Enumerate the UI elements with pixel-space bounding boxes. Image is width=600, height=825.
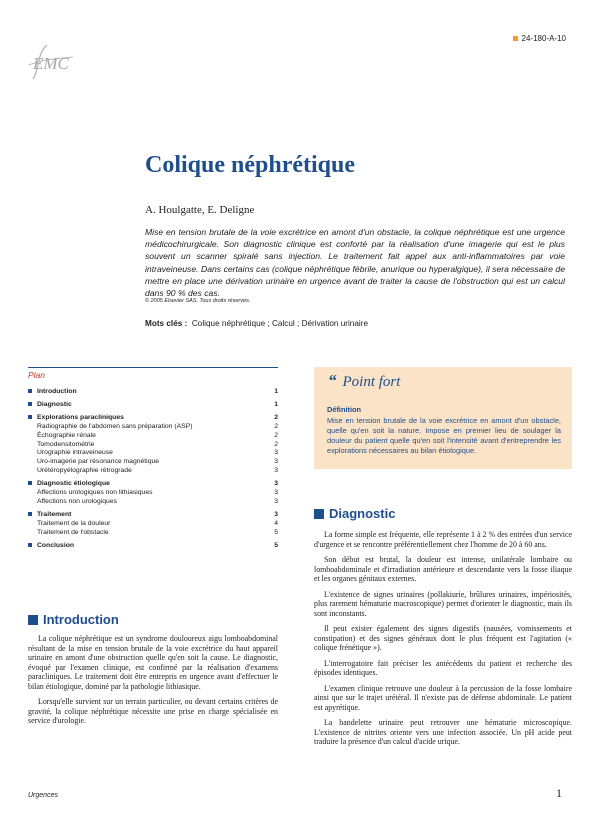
plan-item-page: 4 xyxy=(274,519,278,527)
plan-item-page: 1 xyxy=(274,388,278,395)
keywords-list: Colique néphrétique ; Calcul ; Dérivation urinaire xyxy=(191,319,369,328)
plan-item-label: Affections non urologiques xyxy=(37,497,117,505)
plan-item xyxy=(28,520,278,529)
plan-item xyxy=(28,432,278,441)
keywords xyxy=(145,319,368,328)
point-fort-text: Mise en tension brutale de la voie excrétrice en amont d'un obstacle, quelle qu'en soit la nature. Impose en premier lieu de soulager la douleur du patient quelle qu'en soit l'intensité avant d'entreprendre les explorations nécessaires au bilan étiologique. xyxy=(327,416,561,455)
plan-item xyxy=(28,480,278,489)
plan-item-label: Explorations paracliniques xyxy=(37,413,124,421)
plan-item-label: Échographie rénale xyxy=(37,431,96,439)
plan-item xyxy=(28,529,278,538)
plan-box xyxy=(28,367,278,551)
plan-item-page: 2 xyxy=(274,440,278,448)
bullet-square-icon xyxy=(28,543,32,547)
plan-title: Plan xyxy=(28,370,46,380)
plan-item xyxy=(28,401,278,410)
article-authors: A. Houlgatte, E. Deligne xyxy=(145,204,255,216)
section-square-icon xyxy=(28,615,38,625)
plan-item-label: Diagnostic xyxy=(37,400,72,408)
diagnostic-paragraph: Son début est brutal, la douleur est intense, unilatérale lombaire ou lomboabdominale et d'irradiation antérieure et descendante vers la fosse iliaque et les organes génitaux externes. xyxy=(314,555,572,583)
diagnostic-paragraph: La bandelette urinaire peut retrouver une hématurie microscopique. L'existence de nitrites oriente vers une infection associée. Un pH acide peut traduire la présence d'un calcul d'acide urique. xyxy=(314,718,572,746)
plan-item-label: Conclusion xyxy=(37,541,75,549)
plan-item-page: 3 xyxy=(274,458,278,466)
plan-item xyxy=(28,467,278,476)
plan-item-page: 3 xyxy=(274,449,278,457)
diagnostic-body xyxy=(314,530,572,753)
article-title: Colique néphrétique xyxy=(145,152,356,178)
reference-square-icon xyxy=(513,36,518,41)
bullet-square-icon xyxy=(28,389,32,393)
diagnostic-paragraph: L'existence de signes urinaires (pollakiurie, brûlures urinaires, impériosités, plus rarement hématurie macroscopique) permet d'orienter le diagnostic, mais ils sont inconstants. xyxy=(314,589,572,618)
quote-icon: “ xyxy=(328,371,337,390)
plan-item-page: 2 xyxy=(274,413,278,421)
plan-item-label: Traitement de la douleur xyxy=(37,519,111,527)
plan-item-page: 3 xyxy=(274,497,278,505)
page-number: 1 xyxy=(556,786,562,800)
plan-item xyxy=(28,449,278,458)
plan-item-label: Urétéropyélographie rétrograde xyxy=(37,467,132,475)
plan-item xyxy=(28,489,278,498)
plan-item-label: Urographie intraveineuse xyxy=(37,449,113,457)
introduction-paragraph: Lorsqu'elle survient sur un terrain particulier, ou devant certains critères de gravité, la colique néphrétique nécessite une prise en charge spécialisée en service d'urologie. xyxy=(28,697,278,725)
bullet-square-icon xyxy=(28,512,32,516)
plan-item xyxy=(28,458,278,467)
plan-item-label: Tomodensitométrie xyxy=(37,440,95,448)
copyright-notice: © 2005 Elsevier SAS. Tous droits réservés. xyxy=(145,298,251,304)
introduction-paragraph: La colique néphrétique est un syndrome douloureux aigu lomboabdominal résultant de la mise en tension brutale de la voie excrétrice du haut appareil urinaire en amont d'une obstruction quelle qu'en soit la cause. Le diagnostic, évoqué par l'examen clinique, est confirmé par la réalisation d'examens paracliniques. Le traitement doit être entrepris en urgence avant d'effectuer le bilan étiologique, dominé par la pathologie lithiasique. xyxy=(28,634,278,691)
diagnostic-heading: Diagnostic xyxy=(314,506,395,521)
point-fort-title: “ Point fort xyxy=(328,371,401,390)
plan-item xyxy=(28,423,278,432)
keywords-label: Mots clés : xyxy=(145,319,188,328)
plan-item-page: 2 xyxy=(274,422,278,430)
journal-name: Urgences xyxy=(28,792,58,799)
plan-item-label: Traitement xyxy=(37,510,72,518)
bullet-square-icon xyxy=(28,415,32,419)
plan-list xyxy=(28,388,278,551)
plan-item-label: Affections urologiques non lithiasiques xyxy=(37,489,153,497)
diagnostic-paragraph: La forme simple est fréquente, elle représente 1 à 2 % des entrées d'un service d'urgence et se rencontre préférentiellement chez l'homme de 20 à 60 ans. xyxy=(314,530,572,549)
plan-item xyxy=(28,441,278,450)
plan-item xyxy=(28,511,278,520)
plan-item-label: Introduction xyxy=(37,388,77,395)
introduction-body xyxy=(28,634,278,732)
plan-item xyxy=(28,414,278,423)
plan-item-label: Radiographie de l'abdomen sans préparation (ASP) xyxy=(37,422,193,430)
svg-text:EMC: EMC xyxy=(33,54,69,73)
diagnostic-paragraph: Il peut exister également des signes digestifs (nausées, vomissements et constipation) et des signes généraux dont le plus fréquent est l'agitation (« colique frénétique »). xyxy=(314,624,572,652)
plan-item-page: 3 xyxy=(274,467,278,475)
plan-item xyxy=(28,542,278,551)
diagnostic-paragraph: L'interrogatoire fait préciser les antécédents du patient et recherche des épisodes identiques. xyxy=(314,658,572,677)
plan-item xyxy=(28,498,278,507)
plan-item-page: 2 xyxy=(274,431,278,439)
plan-item-page: 1 xyxy=(274,400,278,408)
plan-item-label: Diagnostic étiologique xyxy=(37,480,110,488)
plan-item xyxy=(28,388,278,397)
diagnostic-paragraph: L'examen clinique retrouve une douleur à la percussion de la fosse lombaire ainsi que sur le trajet urétéral. Il n'existe pas de défense abdominale. Le patient est apyrétique. xyxy=(314,683,572,712)
plan-item-page: 5 xyxy=(274,541,278,549)
section-square-icon xyxy=(314,509,324,519)
introduction-heading: Introduction xyxy=(28,612,119,627)
article-abstract: Mise en tension brutale de la voie excrétrice en amont d'un obstacle, la colique néphrétique est une urgence médicochirurgicale. Son diagnostic clinique est conforté par la réalisation d'une imagerie qui est le plus souvent un scanner spiralé sans injection. Le traitement fait appel aux anti-inflammatoires par voie intraveineuse. Dans certains cas (colique néphrétique fébrile, anurique ou hyperalgique), il sera nécessaire de mettre en place une dérivation urinaire en urgence avant de traiter la cause de l'obstruction qui est un calcul dans 90 % des cas. xyxy=(145,227,565,299)
plan-item-page: 3 xyxy=(274,480,278,488)
bullet-square-icon xyxy=(28,481,32,485)
emc-logo xyxy=(25,35,77,87)
plan-item-label: Traitement de l'obstacle xyxy=(37,528,109,536)
plan-item-page: 5 xyxy=(274,528,278,536)
plan-item-page: 3 xyxy=(274,489,278,497)
point-fort-definition-label: Définition xyxy=(327,405,362,414)
plan-item-label: Uro-imagerie par résonance magnétique xyxy=(37,458,160,466)
bullet-square-icon xyxy=(28,402,32,406)
article-reference: 24-180-A-10 xyxy=(513,34,566,43)
plan-item-page: 3 xyxy=(274,510,278,518)
